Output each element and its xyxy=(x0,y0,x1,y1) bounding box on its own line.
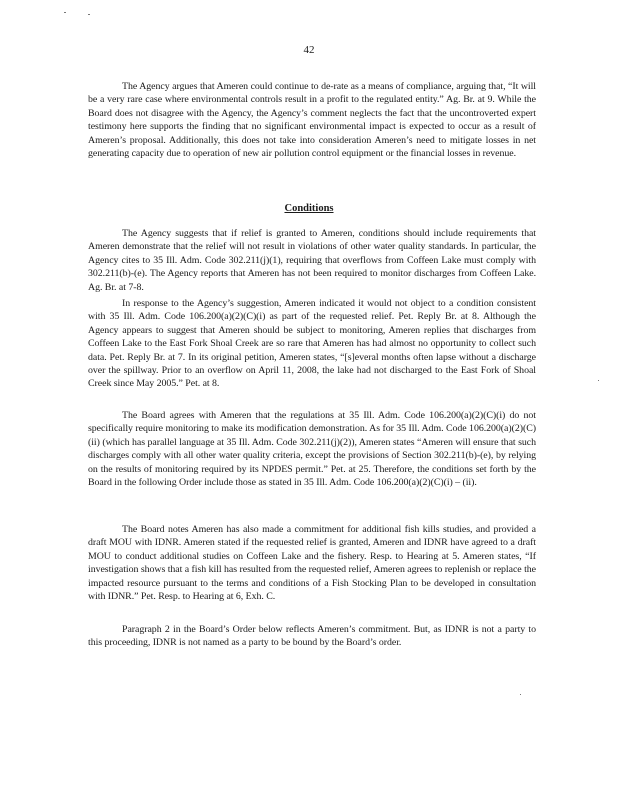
scan-speck xyxy=(64,12,66,13)
paragraph-agency-suggestion: The Agency suggests that if relief is granted to Ameren, conditions should include requirements that Ameren demonstrate that the relief will not result in violations of other water quality standards. In particular, the Agency cites to 35 Ill. Adm. Code 302.211(j)(1), requiring that overflows from Coffeen Lake must comply with 302.211(b)-(e). The Agency reports that Ameren has not been required to monitor discharges from Coffeen Lake. Ag. Br. at 7-8. xyxy=(88,228,536,293)
paragraph-derate: The Agency argues that Ameren could continue to de-rate as a means of compliance, arguing that, “It will be a very rare case where environmental controls result in a profit to the regulated entity.” Ag. Br. at 9. While the Board does not disagree with the Agency, the Agency’s comment neglects the fact that the uncontroverted expert testimony here supports the finding that no significant environmental impact is expected to occur as a result of Ameren’s proposal. Additionally, this does not take into consideration Ameren’s need to mitigate losses in net generating capacity due to operation of new air pollution control equipment or the financial losses in revenue. xyxy=(88,81,536,160)
page-number: 42 xyxy=(303,44,315,56)
section-heading-conditions: Conditions xyxy=(284,203,334,214)
scan-speck xyxy=(520,694,521,695)
paragraph-ameren-response: In response to the Agency’s suggestion, Ameren indicated it would not object to a condition consistent with 35 Ill. Adm. Code 106.200(a)(2)(C)(i) as part of the requested relief. Pet. Reply Br. at 8. Although the Agency appears to suggest that Ameren should be subject to monitoring, Ameren replies that discharges from Coffeen Lake to the East Fork Shoal Creek are so rare that Ameren has had almost no opportunity to collect such data. Pet. Reply Br. at 7. In its original petition, Ameren states, “[s]everal months often lapse without a discharge over the spillway. Prior to an overflow on April 11, 2008, the lake had not discharged to the East Fork of Shoal Creek since May 2005.” Pet. at 8. xyxy=(88,298,536,390)
scan-speck xyxy=(598,380,599,381)
paragraph-fish-kill-commitment: The Board notes Ameren has also made a commitment for additional fish kills studies, and provided a draft MOU with IDNR. Ameren stated if the requested relief is granted, Ameren and IDNR have agreed to a draft MOU to conduct additional studies on Coffeen Lake and the fishery. Resp. to Hearing at 5. Ameren states, “If investigation shows that a fish kill has resulted from the requested relief, Ameren agrees to replenish or replace the impacted resource pursuant to the terms and conditions of a Fish Stocking Plan to be developed in consultation with IDNR.” Pet. Resp. to Hearing at 6, Exh. C. xyxy=(88,524,536,603)
scan-speck xyxy=(88,14,90,15)
paragraph-order-reflects: Paragraph 2 in the Board’s Order below reflects Ameren’s commitment. But, as IDNR is not a party to this proceeding, IDNR is not named as a party to be bound by the Board’s order. xyxy=(88,624,536,649)
paragraph-board-agrees: The Board agrees with Ameren that the regulations at 35 Ill. Adm. Code 106.200(a)(2)(C)(i) do not specifically require monitoring to make its modification demonstration. As for 35 Ill. Adm. Code 106.200(a)(2)(C)(ii) (which has parallel language at 35 Ill. Adm. Code 302.211(j)(2)), Ameren states “Ameren will ensure that such discharges comply with all other water quality criteria, except the provisions of Section 302.211(b)-(e), by relying on the results of monitoring required by its NPDES permit.” Pet. at 25. Therefore, the conditions set forth by the Board in the following Order include those as stated in 35 Ill. Adm. Code 106.200(a)(2)(C)(i) – (ii). xyxy=(88,410,536,489)
